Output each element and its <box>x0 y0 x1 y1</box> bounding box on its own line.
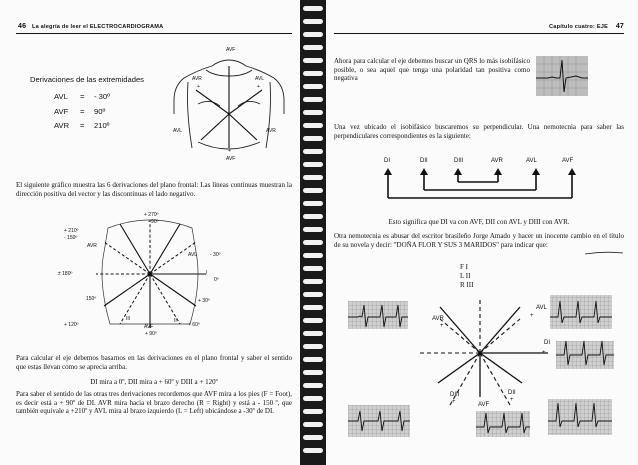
page-number-right: 47 <box>615 23 624 30</box>
ecg-label-dii: DII <box>508 390 516 396</box>
ecg-label-avr: AVR <box>432 316 444 322</box>
running-head-title-right: Capítulo cuatro: EJE <box>549 24 609 30</box>
torso-label-avf-bottom: AVF <box>226 156 236 162</box>
lead-avf: AVF <box>562 158 574 164</box>
limb-row: AVL = - 30º <box>54 92 110 101</box>
ecg-label-diii: DIII <box>450 392 460 398</box>
lead-diii: DIII <box>454 158 464 164</box>
torso-label-avf-top: AVF <box>226 47 236 53</box>
ecg-label-avl: AVL <box>536 305 547 311</box>
pairs-summary: Esto significa que DI va con AVF, DII con AVL y DIII con AVR. <box>388 218 570 226</box>
axis-label-150: 150º <box>86 296 97 302</box>
axis-label-avr: AVR <box>87 243 97 249</box>
paragraph-other-leads: Para saber el sentido de las otras tres derivaciones recordemos que AVF mira a los pies (F = Foot), es decir está a + 90º de DI. AVR mira hacia el brazo derecho (R = Right) y está a - 150 º, que también equivale a +210º y AVL mira al brazo izquierdo (L = Left) ubicándose a -30º de DI. <box>16 390 292 416</box>
ecg-plus-sign: + <box>542 350 546 356</box>
paragraph-six-leads: El siguiente gráfico muestra las 6 derivaciones del plano frontal: Las líneas continuas muestran la dirección positiva del vector y las discontinuas el lado negativo. <box>16 181 292 198</box>
limb-leads-table <box>54 90 110 134</box>
limb-row: AVR = 210º <box>54 121 110 130</box>
mnemonic-item: F I <box>460 263 468 271</box>
ecg-plus-sign: + <box>510 397 514 403</box>
axis-label-plus-270: + 270º <box>144 212 159 218</box>
axis-label-minus-90: - 90º <box>148 219 159 225</box>
mnemonic-item: L II <box>460 272 471 280</box>
left-page <box>0 0 300 465</box>
torso-label-avl: AVL <box>255 76 265 82</box>
paragraph-jorge-amado: Otra nemotecnia es abusar del escritor brasileño Jorge Amado y hacer un inocente cambio en el título de su novela y decir: "DOÑA FLOR Y SUS 3 MARIDOS" para indicar que: <box>334 232 624 249</box>
ecg-plus-sign: + <box>530 313 534 319</box>
axis-label-avf: AVF <box>144 324 154 330</box>
perpendicular-pairs-diagram <box>376 164 586 204</box>
axis-label-plus-30: + 30º <box>198 298 210 304</box>
ecg-hexaxial-figure <box>344 293 616 445</box>
ecg-plus-sign: + <box>452 399 456 405</box>
axis-label-ii: II <box>174 318 177 324</box>
paragraph-isobiphasic: Ahora para calcular el eje debemos buscar un QRS lo más isobifásico posible, o sea aquel que tenga una polaridad tan positiva como negativa <box>334 57 530 83</box>
axis-label-avl: AVL <box>188 252 198 258</box>
torso-leads-figure <box>168 52 290 172</box>
axis-label-plus-60: + 60º <box>188 322 200 328</box>
running-head-title-left: La alegría de leer el ELECTROCARDIOGRAMA <box>31 24 164 30</box>
ecg-label-avf: AVF <box>478 402 490 408</box>
axis-label-plus-210: + 210º <box>64 228 79 234</box>
running-head-right <box>549 23 624 30</box>
axis-label-i: I <box>206 270 208 276</box>
axis-label-plus-120: + 120º <box>64 322 79 328</box>
running-head-left <box>18 23 163 30</box>
isobiphasic-qrs-thumbnail <box>536 56 588 96</box>
page-number-left: 46 <box>18 23 27 30</box>
header-rule-right <box>334 33 624 34</box>
axis-label-iii: III <box>126 316 131 322</box>
lead-dii: DII <box>420 158 428 164</box>
hexaxial-diagram <box>86 212 214 332</box>
mnemonic-list <box>460 263 473 290</box>
axis-label-minus-150: - 150º <box>64 235 78 241</box>
axis-label-180: ± 180º <box>58 271 73 277</box>
torso-plus-sign: + <box>228 148 231 154</box>
lead-avl: AVL <box>526 158 537 164</box>
ecg-label-di: DI <box>544 340 550 346</box>
torso-label-avr-side: AVR <box>266 128 276 134</box>
axis-label-plus-90: + 90º <box>145 331 157 337</box>
paragraph-perpendicular: Una vez ubicado el isobifásico buscaremos su perpendicular. Una nemotecnia para saber las perpendiculares correspondientes es la siguiente: <box>334 123 624 140</box>
limb-leads-heading: Derivaciones de las extremidades <box>30 75 144 84</box>
mnemonic-item: R III <box>460 281 474 289</box>
lead-avr: AVR <box>491 158 503 164</box>
right-page <box>326 0 638 465</box>
header-rule-left <box>16 33 292 34</box>
torso-label-avr: AVR <box>192 76 202 82</box>
paragraph-frontal-plane: Para calcular el eje debemos basarnos en las derivaciones en el plano frontal y saber el sentido que estas llevan como se aprecia arriba. <box>16 354 292 371</box>
handwritten-underline <box>584 250 624 256</box>
ecg-plus-sign: + <box>440 323 444 329</box>
limb-row: AVF = 90º <box>54 106 106 116</box>
spiral-binding <box>300 0 326 465</box>
lead-directions-line: DI mira a 0º, DII mira a + 60º y DIII a + 120º <box>90 378 218 386</box>
axis-label-minus-30: - 30º <box>210 252 221 258</box>
axis-label-0: 0º <box>214 277 219 283</box>
torso-plus-sign: + <box>257 84 260 90</box>
lead-di: DI <box>384 158 390 164</box>
torso-plus-sign: + <box>197 84 200 90</box>
torso-label-avl-side: AVL <box>173 128 183 134</box>
